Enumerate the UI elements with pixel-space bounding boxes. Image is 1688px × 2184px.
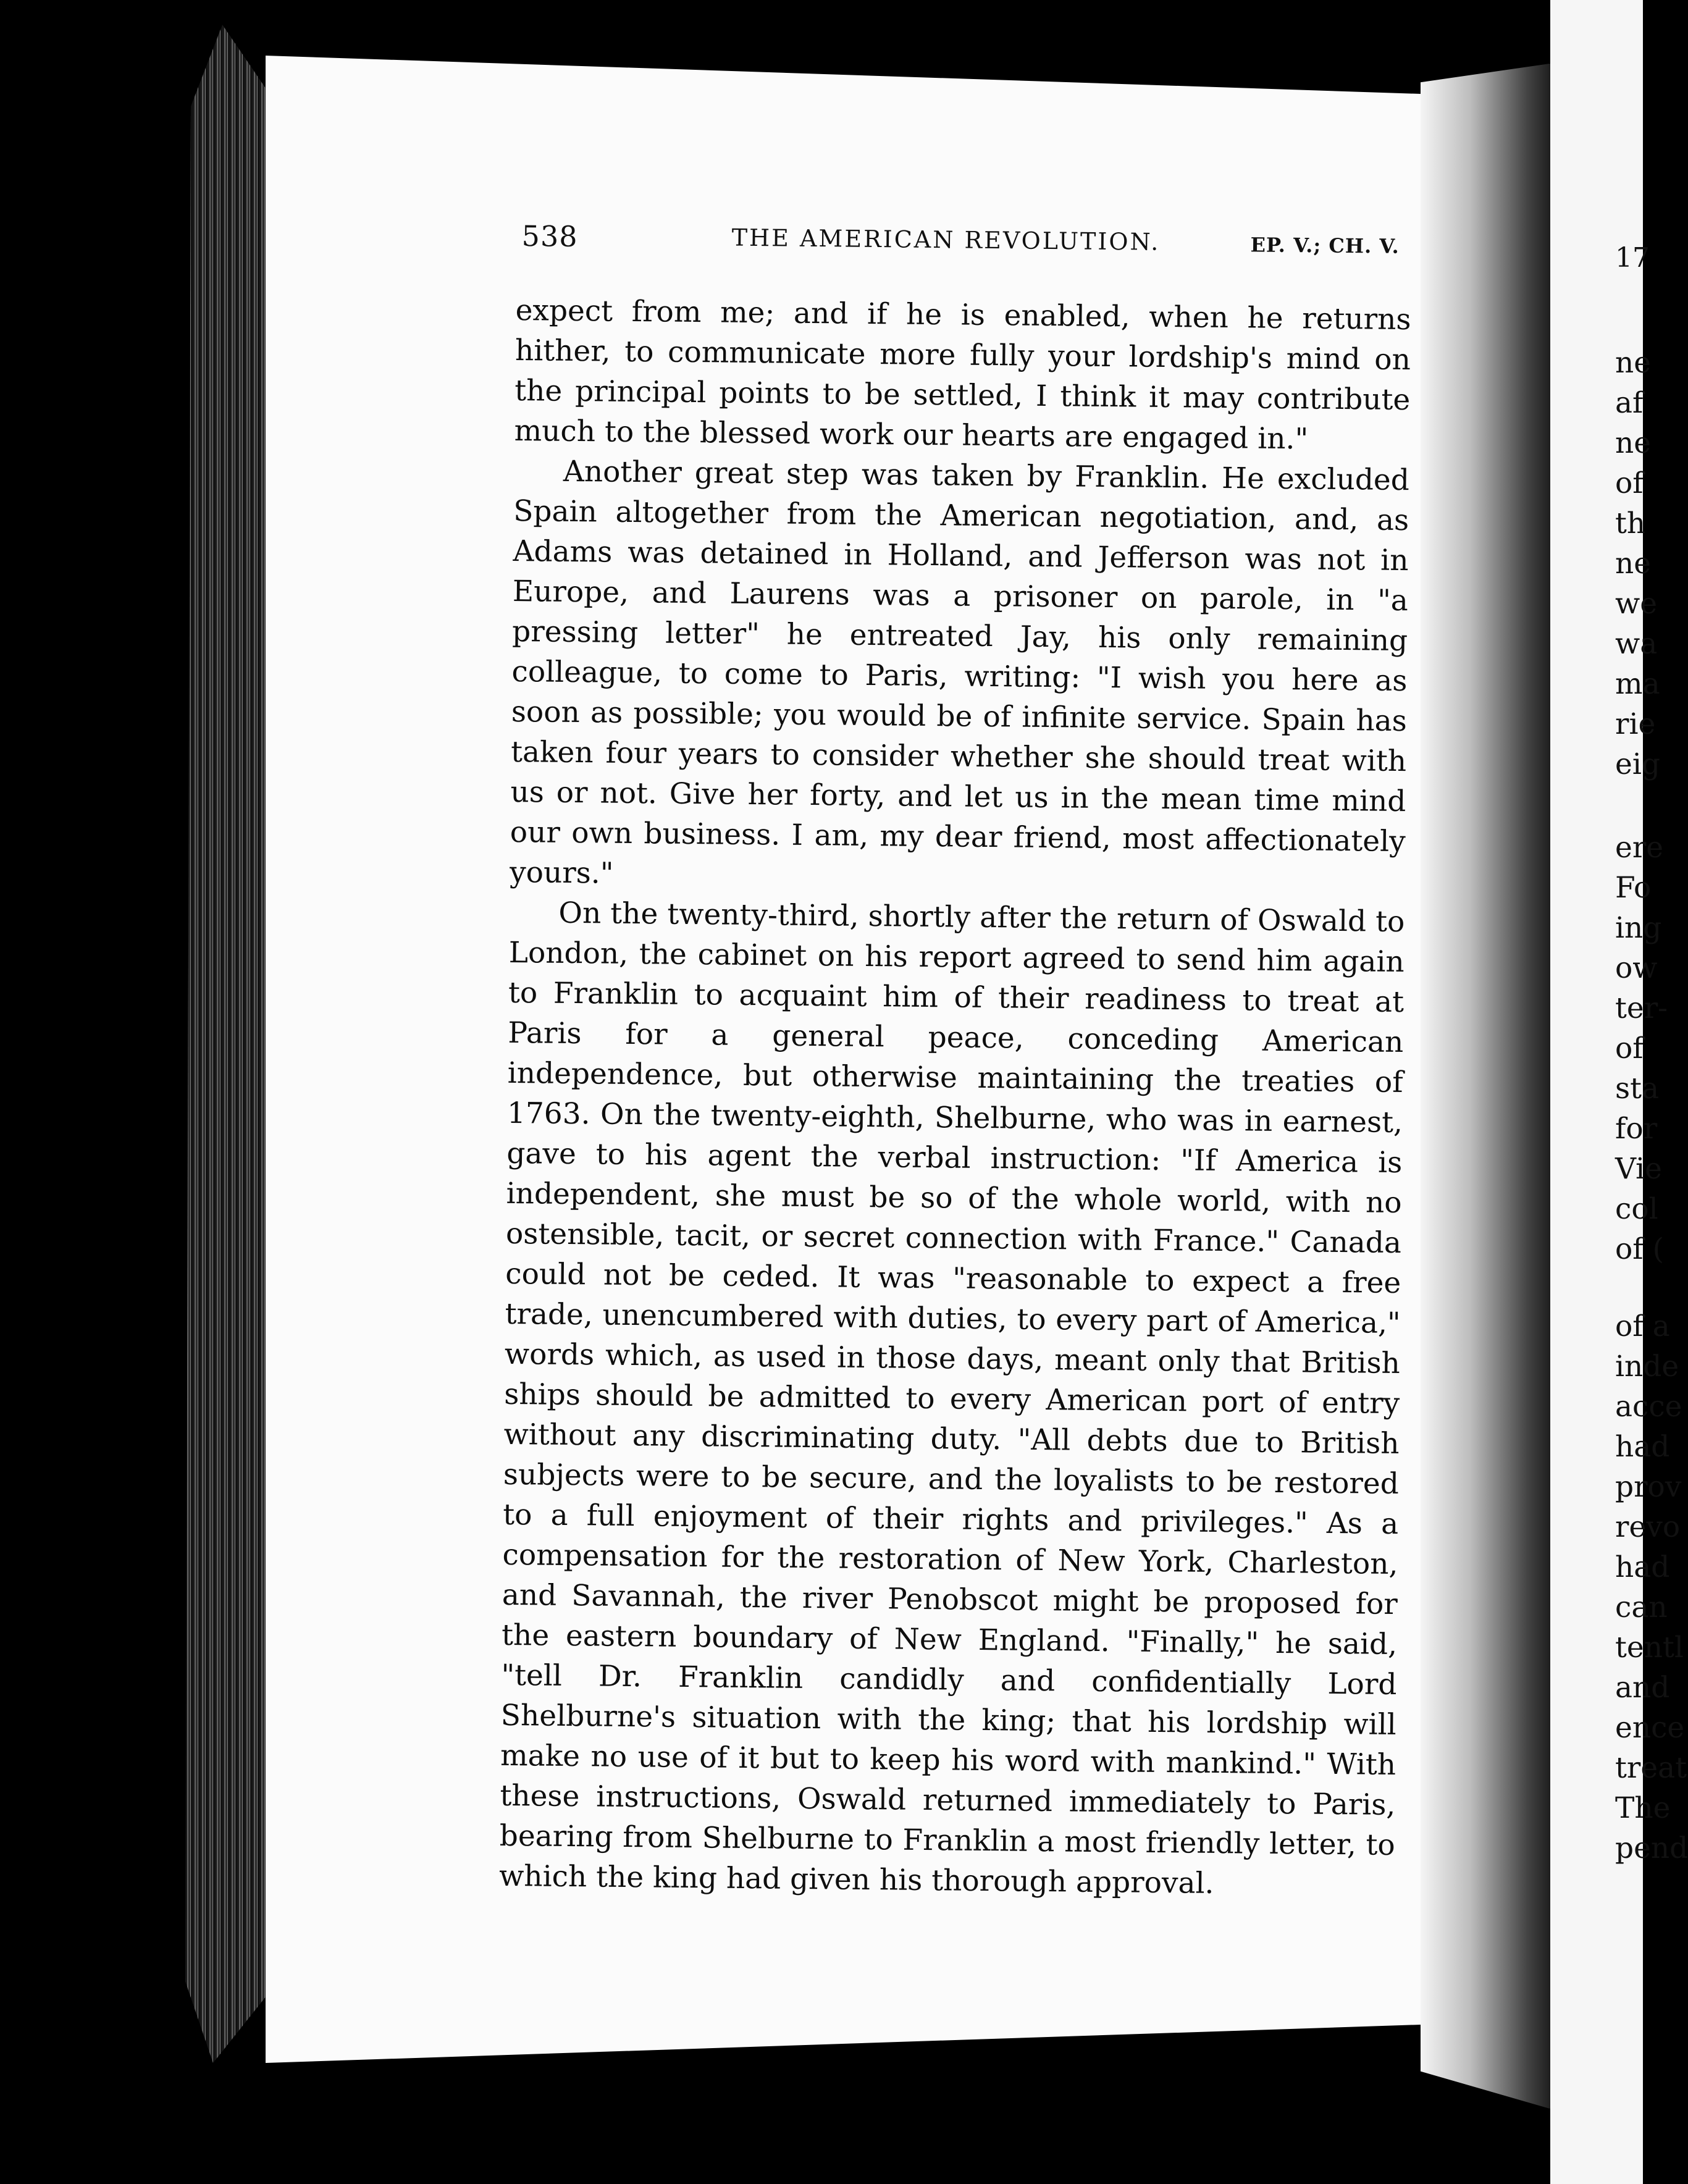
paragraph: expect from me; and if he is enabled, when he returns hither, to communicate more fully your lordship's mind on the principal points to be settled, I think it may contribute much to the blessed work our hearts are engaged in." [514, 293, 1411, 456]
chapter-reference: EP. V.; CH. V. [1250, 233, 1400, 258]
right-page-line: ter- [1615, 991, 1668, 1025]
right-page-line: th [1615, 506, 1646, 540]
right-page-line: The [1615, 1791, 1671, 1825]
right-page-line: rie [1615, 707, 1656, 741]
right-page-line: acce [1615, 1390, 1682, 1424]
page-number: 538 [521, 219, 578, 253]
right-page-line: af [1615, 386, 1644, 420]
right-page-line: ne [1615, 426, 1652, 460]
right-page-line: for [1615, 1112, 1658, 1146]
right-page-line: ne [1615, 346, 1652, 380]
right-page-number: 17 [1615, 242, 1650, 274]
running-title: THE AMERICAN REVOLUTION. [731, 224, 1161, 256]
right-page-line: tentl [1615, 1631, 1684, 1665]
right-page-line: ne [1615, 547, 1652, 581]
right-page-line: of [1615, 466, 1644, 500]
right-page-line: Vie [1615, 1152, 1662, 1186]
right-page-line: ow [1615, 951, 1658, 985]
body-text [499, 290, 1411, 1905]
right-page-line: revo [1615, 1510, 1681, 1544]
right-page-line: ere [1615, 831, 1664, 865]
right-page-line: treat [1615, 1751, 1687, 1785]
right-page-line: of a [1615, 1309, 1670, 1343]
page-edges [185, 25, 278, 2063]
right-page-line: prov [1615, 1470, 1682, 1504]
right-page-line: and [1615, 1671, 1670, 1705]
right-page-line: ing [1615, 911, 1662, 945]
paragraph: Another great step was taken by Franklin. He excluded Spain altogether from the American negotiation, and, as Adams was detained in Holland, and Jefferson was not in Europe, and Laurens was a prisoner on parole, in "a pressing letter" he entreated Jay, his only remaining colleague, to come to Paris, writing: "I wish you here as soon as possible; you would be of infinite service. Spain has taken four years to consider whether she should treat with us or not. Give her forty, and let us in the mean time mind our own business. I am, my dear friend, most affectionately yours." [509, 454, 1410, 891]
right-page-line: pend [1615, 1831, 1688, 1865]
right-page-line: eig [1615, 747, 1660, 781]
right-page-line: we [1615, 587, 1658, 621]
right-page-line: wa [1615, 627, 1658, 661]
book-gutter [1421, 62, 1563, 2112]
paragraph: On the twenty-third, shortly after the return of Oswald to London, the cabinet on his report agreed to send him again to Franklin to acquaint him of their readiness to treat at Paris for a general peace, conceding American independence, but otherwise maintaining the treaties of 1763. On the twenty-eighth, Shelburne, who was in earnest, gave to his agent the verbal instruction: "If America is independent, she must be so of the whole world, with no ostensible, tacit, or secret connection with France." Canada could not be ceded. It was "reasonable to expect a free trade, unencumbered with duties, to every part of America," words which, as used in those days, meant only that British ships should be admitted to every American port of entry without any discriminating duty. "All debts due to British subjects were to be secure, and the loyalists to be restored to a full enjoyment of their rights and privileges." As a compensation for the restoration of New York, Charleston, and Savannah, the river Penobscot might be proposed for the eastern boundary of New England. "Finally," he said, "tell Dr. Franklin candidly and confidentially Lord Shelburne's situation with the king; that his lordship will make no use of it but to keep his word with mankind." With these instructions, Oswald returned immediately to Paris, bearing from Shelburne to Franklin a most friendly letter, to which the king had given his thorough approval. [498, 896, 1405, 1900]
right-page-line: ence [1615, 1711, 1685, 1745]
right-page-line: had [1615, 1550, 1670, 1584]
right-page-fragment-1 [1615, 343, 1660, 784]
right-page-fragment-3 [1615, 1306, 1688, 1868]
right-page-line: of ( [1615, 1232, 1664, 1266]
right-page-line: Fo [1615, 871, 1652, 905]
right-page-line: col [1615, 1192, 1658, 1226]
right-page-line: had [1615, 1430, 1670, 1464]
right-page-line: inde [1615, 1350, 1679, 1384]
right-page-line: ma [1615, 667, 1660, 701]
right-page-line: of [1615, 1031, 1644, 1065]
right-page-line: can [1615, 1590, 1668, 1624]
right-page-fragment-2 [1615, 828, 1668, 1269]
right-page-line: sta [1615, 1072, 1660, 1106]
